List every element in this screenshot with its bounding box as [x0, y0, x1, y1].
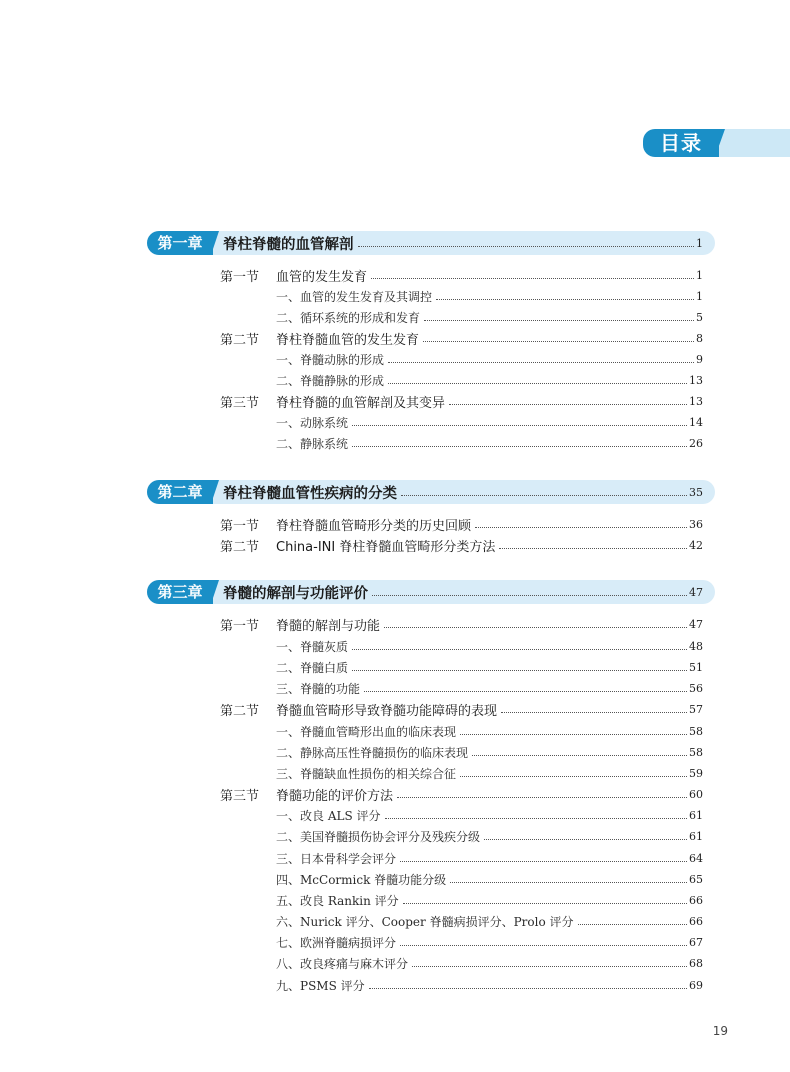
subsection-entry[interactable]	[276, 826, 703, 847]
dot-leader	[412, 956, 687, 967]
dot-leader	[384, 617, 687, 628]
section-number: 第二节	[220, 704, 260, 719]
entry-title: 一、改良 ALS 评分	[276, 809, 381, 823]
dot-leader	[499, 538, 687, 549]
entry-page-number: 68	[689, 957, 703, 970]
entry-page-number: 59	[689, 767, 703, 780]
dot-leader	[436, 289, 694, 300]
dot-leader	[352, 436, 687, 447]
subsection-entry[interactable]	[276, 349, 703, 370]
subsection-entry[interactable]	[276, 890, 703, 911]
entry-page-number: 66	[689, 894, 703, 907]
chapter-heading[interactable]	[147, 580, 715, 604]
chapter-label: 第三章	[147, 580, 213, 604]
entry-page-number: 65	[689, 873, 703, 886]
entry-page-number: 5	[696, 311, 703, 324]
section-entry[interactable]	[220, 699, 703, 720]
dot-leader	[401, 485, 687, 496]
subsection-entry[interactable]	[276, 678, 703, 699]
dot-leader	[388, 373, 687, 384]
section-entry[interactable]	[220, 328, 703, 349]
dot-leader	[369, 978, 687, 989]
entry-title: 一、脊髓血管畸形出血的临床表现	[276, 725, 457, 739]
entry-title: 血管的发生发育	[276, 270, 368, 285]
entry-title: 脊柱脊髓的血管解剖及其变异	[276, 396, 446, 411]
entry-page-number: 1	[696, 290, 703, 303]
subsection-entry[interactable]	[276, 953, 703, 974]
dot-leader	[449, 394, 687, 405]
entry-title: 四、McCormick 脊髓功能分级	[276, 873, 447, 887]
entry-title: 七、欧洲脊髓病损评分	[276, 936, 397, 950]
chapter-label: 第一章	[147, 231, 213, 255]
entry-page-number: 66	[689, 915, 703, 928]
section-number: 第二节	[220, 540, 260, 555]
chapter-title: 脊柱脊髓血管性疾病的分类	[223, 485, 397, 502]
entry-page-number: 64	[689, 852, 703, 865]
entry-title: 脊柱脊髓血管畸形分类的历史回顾	[276, 519, 472, 534]
section-number: 第二节	[220, 333, 260, 348]
subsection-entry[interactable]	[276, 286, 703, 307]
section-number: 第三节	[220, 396, 260, 411]
subsection-entry[interactable]	[276, 869, 703, 890]
entry-title: 二、静脉系统	[276, 437, 349, 451]
dot-leader	[371, 268, 694, 279]
entry-title: 二、脊髓白质	[276, 661, 349, 675]
dot-leader	[484, 829, 687, 840]
chapter-title: 脊柱脊髓的血管解剖	[223, 236, 354, 253]
entry-title: 一、脊髓灰质	[276, 640, 349, 654]
dot-leader	[460, 724, 687, 735]
entry-title: 九、PSMS 评分	[276, 979, 365, 993]
entry-page-number: 36	[689, 518, 703, 531]
entry-page-number: 13	[689, 374, 703, 387]
header-fade-band	[719, 129, 790, 157]
entry-title: 脊髓血管畸形导致脊髓功能障碍的表现	[276, 704, 498, 719]
dot-leader	[364, 681, 687, 692]
entry-page-number: 61	[689, 809, 703, 822]
subsection-entry[interactable]	[276, 932, 703, 953]
section-entry[interactable]	[220, 535, 703, 556]
subsection-entry[interactable]	[276, 657, 703, 678]
entry-page-number: 47	[689, 618, 703, 631]
entry-title: 一、脊髓动脉的形成	[276, 353, 385, 367]
dot-leader	[403, 893, 687, 904]
dot-leader	[472, 745, 687, 756]
chapter-title: 脊髓的解剖与功能评价	[223, 585, 368, 602]
chapter-label: 第二章	[147, 480, 213, 504]
dot-leader	[424, 310, 694, 321]
entry-page-number: 13	[689, 395, 703, 408]
dot-leader	[423, 331, 694, 342]
entry-page-number: 67	[689, 936, 703, 949]
subsection-entry[interactable]	[276, 433, 703, 454]
entry-title: 八、改良疼痛与麻木评分	[276, 957, 409, 971]
entry-page-number: 42	[689, 539, 703, 552]
section-number: 第一节	[220, 519, 260, 534]
dot-leader	[450, 872, 687, 883]
subsection-entry[interactable]	[276, 636, 703, 657]
dot-leader	[460, 766, 687, 777]
page-number: 19	[712, 1024, 728, 1038]
entry-page-number: 51	[689, 661, 703, 674]
subsection-entry[interactable]	[276, 412, 703, 433]
dot-leader	[578, 914, 688, 925]
section-entry[interactable]	[220, 514, 703, 535]
subsection-entry[interactable]	[276, 975, 703, 996]
subsection-entry[interactable]	[276, 911, 703, 932]
subsection-entry[interactable]	[276, 848, 703, 869]
section-number: 第一节	[220, 270, 260, 285]
entry-title: 一、血管的发生发育及其调控	[276, 290, 433, 304]
entry-page-number: 26	[689, 437, 703, 450]
subsection-entry[interactable]	[276, 370, 703, 391]
dot-leader	[388, 352, 694, 363]
entry-title: 脊髓的解剖与功能	[276, 619, 381, 634]
chapter-heading[interactable]	[147, 231, 715, 255]
entry-page-number: 14	[689, 416, 703, 429]
entry-page-number: 61	[689, 830, 703, 843]
dot-leader	[385, 808, 688, 819]
subsection-entry[interactable]	[276, 721, 703, 742]
section-number: 第一节	[220, 619, 260, 634]
entry-page-number: 8	[696, 332, 703, 345]
entry-page-number: 1	[696, 269, 703, 282]
dot-leader	[501, 702, 687, 713]
subsection-entry[interactable]	[276, 307, 703, 328]
dot-leader	[372, 585, 687, 596]
entry-page-number: 56	[689, 682, 703, 695]
entry-page-number: 60	[689, 788, 703, 801]
section-entry[interactable]	[220, 265, 703, 286]
dot-leader	[400, 935, 687, 946]
dot-leader	[475, 517, 687, 528]
section-entry[interactable]	[220, 391, 703, 412]
entry-title: 二、静脉高压性脊髓损伤的临床表现	[276, 746, 469, 760]
entry-title: 六、Nurick 评分、Cooper 脊髓病损评分、Prolo 评分	[276, 915, 574, 929]
subsection-entry[interactable]	[276, 742, 703, 763]
dot-leader	[358, 236, 695, 247]
entry-title: 三、脊髓的功能	[276, 682, 361, 696]
entry-page-number: 57	[689, 703, 703, 716]
toc-title: 目录	[643, 129, 719, 157]
dot-leader	[352, 639, 687, 650]
dot-leader	[397, 787, 687, 798]
entry-title: 三、脊髓缺血性损伤的相关综合征	[276, 767, 457, 781]
toc-header	[643, 129, 790, 157]
section-entry[interactable]	[220, 614, 703, 635]
entry-title: 二、循环系统的形成和发育	[276, 311, 421, 325]
entry-page-number: 58	[689, 725, 703, 738]
entry-title: 三、日本骨科学会评分	[276, 852, 397, 866]
dot-leader	[352, 660, 687, 671]
chapter-page-number: 35	[689, 485, 703, 499]
dot-leader	[400, 851, 687, 862]
entry-page-number: 9	[696, 353, 703, 366]
entry-page-number: 48	[689, 640, 703, 653]
entry-title: 一、动脉系统	[276, 416, 349, 430]
entry-title: 脊柱脊髓血管的发生发育	[276, 333, 420, 348]
dot-leader	[352, 415, 687, 426]
chapter-heading[interactable]	[147, 480, 715, 504]
chapter-page-number: 47	[689, 585, 703, 599]
entry-title: China-INI 脊柱脊髓血管畸形分类方法	[276, 540, 496, 555]
entry-title: 二、美国脊髓损伤协会评分及残疾分级	[276, 830, 481, 844]
entry-title: 脊髓功能的评价方法	[276, 789, 394, 804]
entry-title: 二、脊髓静脉的形成	[276, 374, 385, 388]
subsection-entry[interactable]	[276, 763, 703, 784]
chapter-page-number: 1	[696, 236, 703, 250]
subsection-entry[interactable]	[276, 805, 703, 826]
entry-title: 五、改良 Rankin 评分	[276, 894, 399, 908]
section-entry[interactable]	[220, 784, 703, 805]
section-number: 第三节	[220, 789, 260, 804]
entry-page-number: 69	[689, 979, 703, 992]
entry-page-number: 58	[689, 746, 703, 759]
